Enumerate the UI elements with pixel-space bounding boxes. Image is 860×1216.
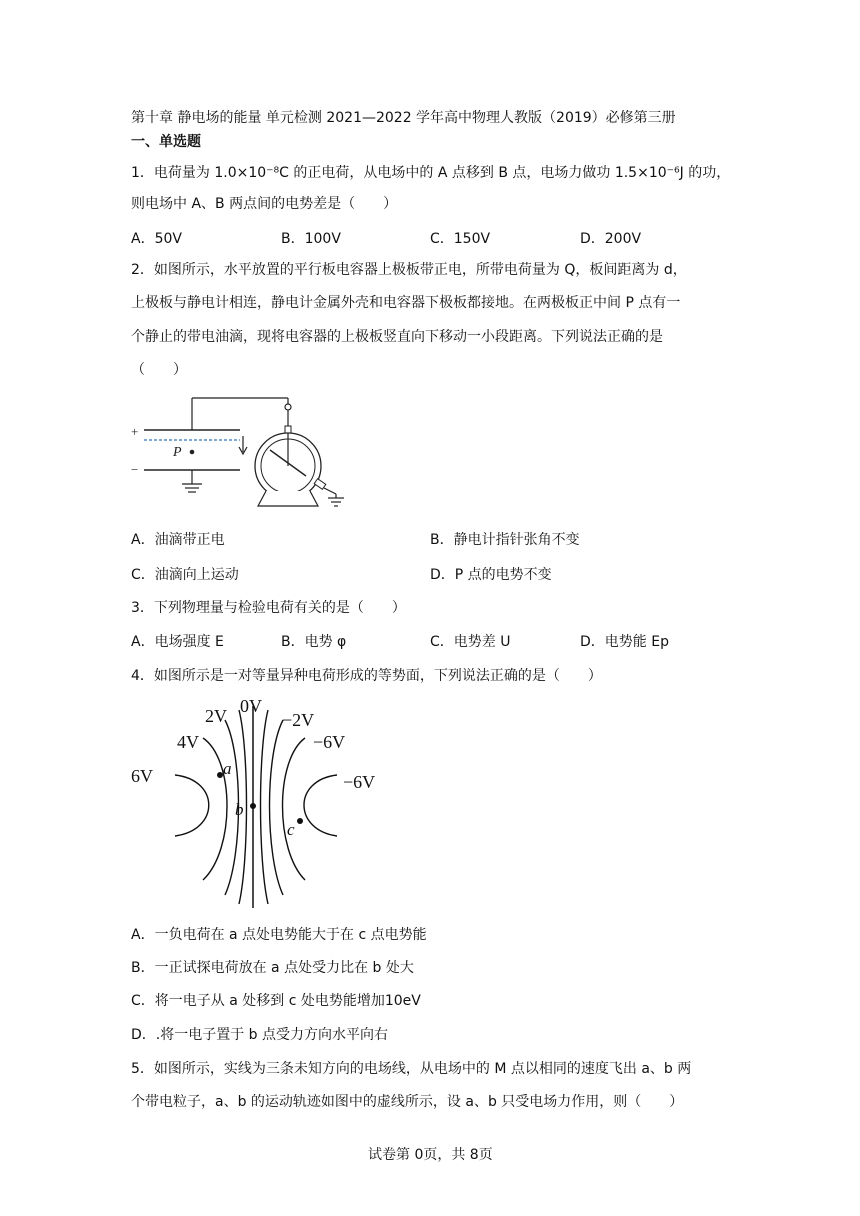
q5-line2: 个带电粒子，a、b 的运动轨迹如图中的虚线所示，设 a、b 只受电场力作用，则（ ） bbox=[131, 1094, 684, 1110]
q2-line1: 2．如图所示，水平放置的平行板电容器上极板带正电，所带电荷量为 Q，板间距离为 d， bbox=[131, 262, 687, 278]
label-6v-left: 6V bbox=[131, 766, 153, 786]
q1-line1: 1．电荷量为 1.0×10⁻⁸C 的正电荷，从电场中的 A 点移到 B 点，电场力做功 1.5×10⁻⁶J 的功， bbox=[131, 165, 731, 181]
capacitor-electrometer-figure bbox=[130, 394, 360, 512]
q4-option-b: B．一正试探电荷放在 a 点处受力比在 b 处大 bbox=[131, 960, 414, 976]
q2-option-c: C．油滴向上运动 bbox=[131, 567, 239, 583]
q4-option-a: A．一负电荷在 a 点处电势能大于在 c 点电势能 bbox=[131, 927, 427, 943]
q2-line4: （ ） bbox=[131, 362, 187, 378]
q3-option-a: A．电场强度 E bbox=[131, 634, 224, 650]
point-p bbox=[190, 450, 195, 455]
q1-option-a: A．50V bbox=[131, 231, 182, 247]
label-2v: 2V bbox=[205, 706, 227, 726]
label-minus2v: −2V bbox=[282, 710, 315, 730]
q3-option-c: C．电势差 U bbox=[430, 634, 511, 650]
minus-sign: − bbox=[131, 462, 139, 477]
plus-sign: + bbox=[131, 424, 139, 439]
q4-option-c: C．将一电子从 a 处移到 c 处电势能增加10eV bbox=[131, 993, 421, 1009]
label-minus6v-right: −6V bbox=[343, 772, 376, 792]
q3-option-b: B．电势 φ bbox=[281, 634, 347, 650]
q1-option-c: C．150V bbox=[430, 231, 491, 247]
label-4v: 4V bbox=[177, 732, 199, 752]
q1-option-b: B．100V bbox=[281, 231, 341, 247]
q5-line1: 5．如图所示，实线为三条未知方向的电场线，从电场中的 M 点以相同的速度飞出 a、b 两 bbox=[131, 1061, 692, 1077]
q1-option-d: D．200V bbox=[580, 231, 642, 247]
q3-option-d: D．电势能 Ep bbox=[580, 634, 669, 650]
section-heading: 一、单选题 bbox=[131, 134, 201, 150]
q2-option-d: D．P 点的电势不变 bbox=[430, 567, 552, 583]
q2-line2: 上极板与静电计相连，静电计金属外壳和电容器下极板都接地。在两极板正中间 P 点有一 bbox=[131, 295, 681, 311]
q1-line2: 则电场中 A、B 两点间的电势差是（ ） bbox=[131, 196, 398, 212]
point-c bbox=[297, 818, 303, 824]
exam-title: 第十章 静电场的能量 单元检测 2021—2022 学年高中物理人教版（2019）必修第三册 bbox=[131, 110, 676, 126]
label-c: c bbox=[287, 820, 295, 839]
point-p-label: P bbox=[173, 445, 182, 460]
label-b: b bbox=[235, 800, 244, 819]
q2-option-a: A．油滴带正电 bbox=[131, 532, 225, 548]
q2-line3: 个静止的带电油滴，现将电容器的上极板竖直向下移动一小段距离。下列说法正确的是 bbox=[131, 329, 663, 345]
label-0v: 0V bbox=[240, 696, 262, 716]
q3-line1: 3．下列物理量与检验电荷有关的是（ ） bbox=[131, 600, 406, 616]
q4-line1: 4．如图所示是一对等量异种电荷形成的等势面，下列说法正确的是（ ） bbox=[131, 668, 602, 684]
page-footer: 试卷第 0页，共 8页 bbox=[368, 1147, 493, 1163]
point-b bbox=[250, 803, 256, 809]
q4-option-d: D．.将一电子置于 b 点受力方向水平向右 bbox=[131, 1027, 389, 1043]
equipotential-figure bbox=[125, 690, 395, 912]
q2-option-b: B．静电计指针张角不变 bbox=[430, 532, 580, 548]
label-a: a bbox=[223, 759, 232, 778]
label-minus6v-upper: −6V bbox=[313, 732, 346, 752]
